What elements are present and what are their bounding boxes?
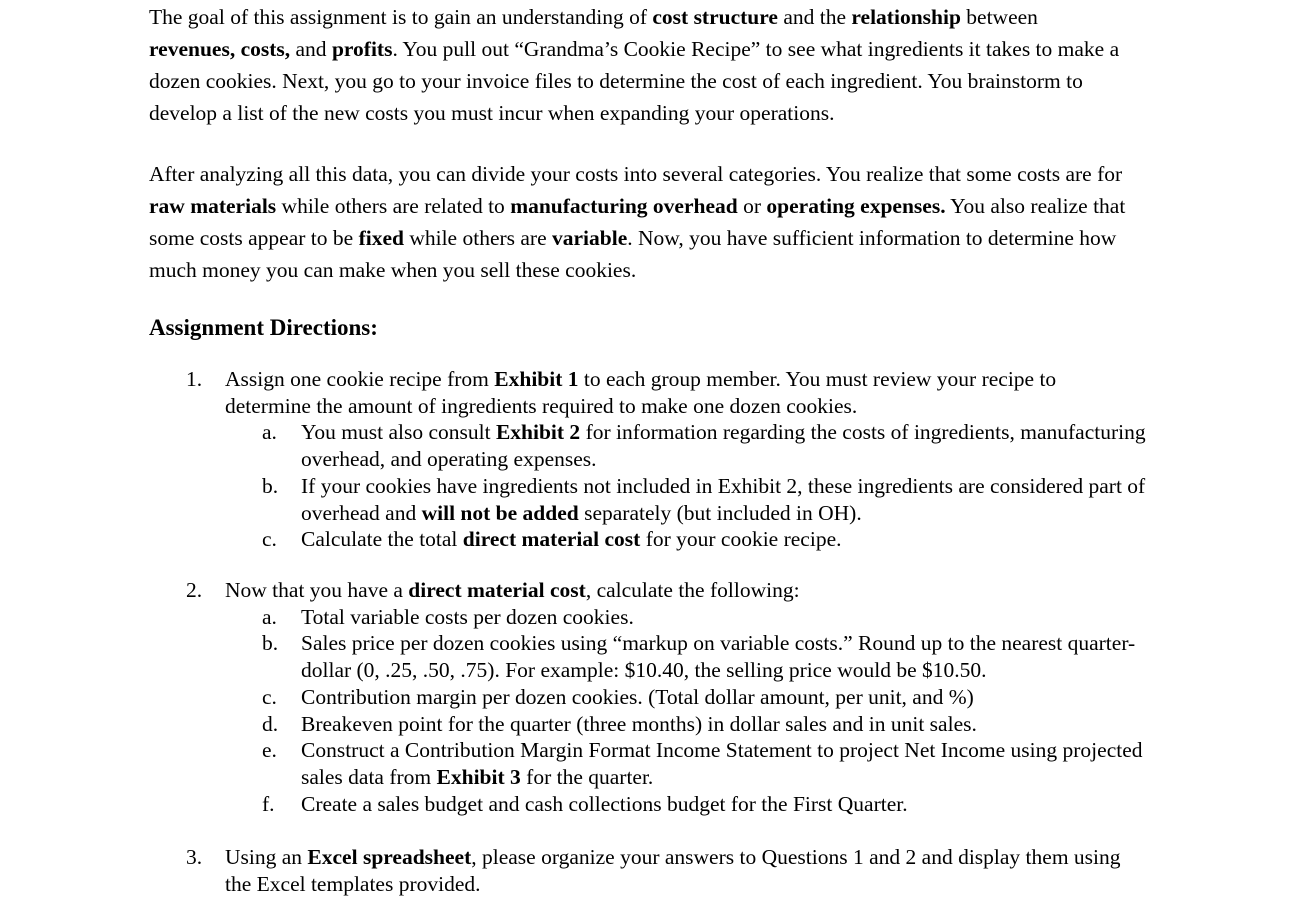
sub-item — [262, 473, 1146, 526]
text: Contribution margin per dozen cookies. (Total dollar amount, per unit, and %) — [301, 684, 974, 709]
text: between — [960, 5, 1038, 29]
list-item-text — [225, 577, 1146, 604]
text: If your cookies have ingredients not included in Exhibit 2, these ingredients are considered part of overhead and — [301, 473, 1146, 525]
sub-item-letter: f. — [262, 791, 275, 816]
sub-item — [262, 684, 1146, 711]
text: to each group member. You must review your recipe to determine the amount of ingredients required to make one dozen cookies. — [225, 367, 1057, 418]
sub-item-letter: a. — [262, 420, 277, 445]
bold-text: raw materials — [149, 194, 277, 218]
text: Create a sales budget and cash collections budget for the First Quarter. — [301, 791, 908, 816]
text: You must also consult — [301, 420, 496, 445]
bold-text: manufacturing overhead — [510, 194, 738, 218]
text: or — [737, 194, 767, 218]
list-item-text — [225, 366, 1146, 419]
text: The goal of this assignment is to gain an understanding of — [149, 5, 653, 29]
bold-text: revenues, costs, — [149, 37, 291, 61]
text: and — [290, 37, 332, 61]
text: for the quarter. — [520, 764, 654, 789]
text: Breakeven point for the quarter (three months) in dollar sales and in unit sales. — [301, 711, 977, 736]
list-item — [186, 577, 1146, 817]
text: for information regarding the costs of ingredients, manufacturing overhead, and operating expenses. — [301, 420, 1146, 472]
intro-paragraph-1 — [149, 1, 1149, 129]
list-item — [186, 366, 1146, 553]
bold-text: direct material cost — [408, 578, 586, 602]
list-number: 1. — [186, 367, 203, 391]
sub-item — [262, 737, 1146, 790]
sub-item-letter: e. — [262, 738, 277, 763]
text: while others are — [403, 226, 553, 250]
list-item — [186, 844, 1146, 897]
list-item-text — [225, 844, 1146, 897]
bold-text: profits — [331, 37, 393, 61]
text: , calculate the following: — [585, 578, 800, 602]
text: Construct a Contribution Margin Format Income Statement to project Net Income using projected sales data from — [301, 738, 1143, 789]
bold-text: cost structure — [652, 5, 778, 29]
list-number: 2. — [186, 578, 203, 602]
bold-text: operating expenses. — [766, 194, 946, 218]
bold-text: will not be added — [421, 500, 579, 525]
sub-item — [262, 526, 1146, 553]
bold-text: Exhibit 1 — [494, 367, 579, 391]
bold-text: fixed — [358, 226, 404, 250]
sub-item-letter: c. — [262, 527, 277, 552]
sub-item — [262, 711, 1146, 738]
text: . Now, you have sufficient information to determine how much money you can make when you sell these cookies. — [149, 226, 1117, 282]
sub-item-letter: c. — [262, 684, 277, 709]
bold-text: Exhibit 2 — [495, 420, 581, 445]
text: separately (but included in OH). — [578, 500, 862, 525]
sub-item-letter: d. — [262, 711, 279, 736]
sub-item — [262, 630, 1146, 683]
list-number: 3. — [186, 845, 203, 869]
text: while others are related to — [276, 194, 511, 218]
section-heading: Assignment Directions: — [149, 315, 378, 340]
bold-text: direct material cost — [462, 527, 641, 552]
bold-text: Excel spreadsheet — [307, 845, 472, 869]
text: for your cookie recipe. — [640, 527, 842, 552]
sub-item — [262, 604, 1146, 631]
text: Using an — [225, 845, 308, 869]
text: , please organize your answers to Questions 1 and 2 and display them using the Excel templates provided. — [225, 845, 1121, 896]
text: Assign one cookie recipe from — [225, 367, 495, 391]
text: Now that you have a — [225, 578, 409, 602]
text: and the — [777, 5, 852, 29]
sub-item-letter: b. — [262, 473, 279, 498]
text: . You pull out “Grandma’s Cookie Recipe” to see what ingredients it takes to make a dozen cookies. Next, you go to your invoice files to determine the cost of each ingredient. You brainstorm to develop a list of the new costs you must incur when expanding your operations. — [149, 37, 1120, 125]
sub-item — [262, 791, 1146, 818]
text: After analyzing all this data, you can divide your costs into several categories. You realize that some costs are for — [149, 162, 1123, 186]
text: Sales price per dozen cookies using “markup on variable costs.” Round up to the nearest quarter-dollar (0, .25, .50, .75). For example: $10.40, the selling price would be $10.50. — [301, 631, 1136, 683]
text: Total variable costs per dozen cookies. — [301, 604, 634, 629]
bold-text: Exhibit 3 — [436, 764, 521, 789]
sub-item-letter: a. — [262, 604, 277, 629]
text: Calculate the total — [301, 527, 463, 552]
sub-item-letter: b. — [262, 631, 279, 656]
text: You also realize that some costs appear to be — [149, 194, 1126, 250]
bold-text: variable — [552, 226, 628, 250]
bold-text: relationship — [851, 5, 961, 29]
intro-paragraph-2 — [149, 158, 1149, 286]
sub-item — [262, 419, 1146, 472]
